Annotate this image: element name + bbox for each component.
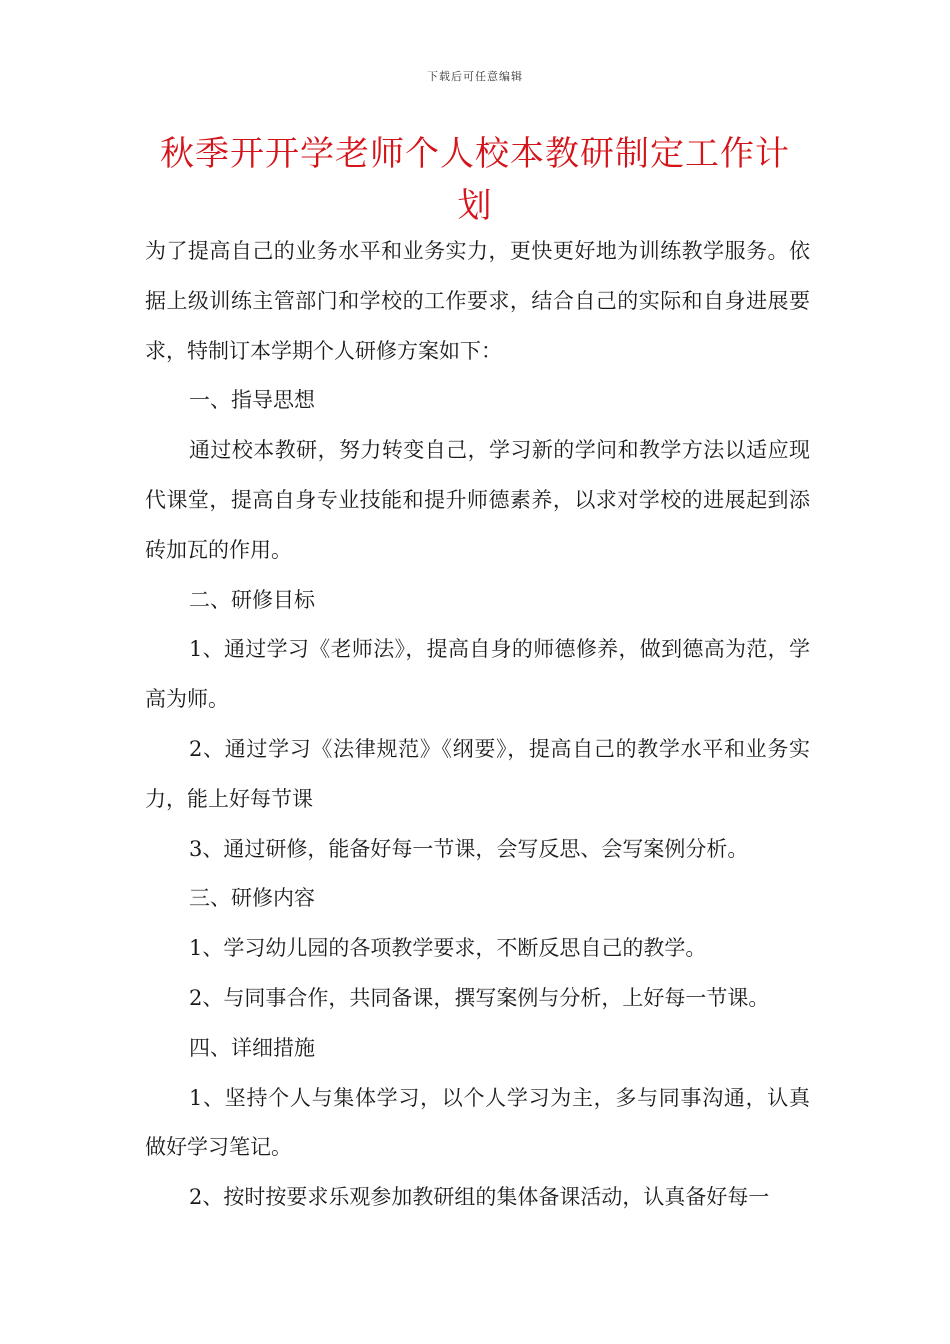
document-body (145, 227, 810, 1223)
list-item: 3、通过研修，能备好每一节课，会写反思、会写案例分析。 (189, 836, 749, 861)
paragraph: 通过校本教研，努力转变自己，学习新的学问和教学方法以适应现代课堂，提高自身专业技能和提升师德素养，以求对学校的进展起到添砖加瓦的作用。 (145, 438, 810, 562)
section-heading: 三、研修内容 (189, 886, 315, 911)
list-item: 2、与同事合作，共同备课，撰写案例与分析，上好每一节课。 (189, 985, 770, 1010)
header-note: 下载后可任意编辑 (427, 70, 523, 83)
paragraph-intro: 为了提高自己的业务水平和业务实力，更快更好地为训练教学服务。依据上级训练主管部门和学校的工作要求，结合自己的实际和自身进展要求，特制订本学期个人研修方案如下： (145, 239, 810, 363)
list-item: 2、通过学习《法律规范》《纲要》，提高自己的教学水平和业务实力，能上好每节课 (145, 736, 810, 811)
list-item: 1、通过学习《老师法》，提高自身的师德修养，做到德高为范，学高为师。 (145, 637, 810, 712)
section-heading: 二、研修目标 (189, 587, 315, 612)
list-item: 1、坚持个人与集体学习，以个人学习为主，多与同事沟通，认真做好学习笔记。 (145, 1085, 810, 1160)
section-heading: 四、详细措施 (189, 1035, 315, 1060)
list-item: 2、按时按要求乐观参加教研组的集体备课活动，认真备好每一 (189, 1185, 770, 1210)
list-item: 1、学习幼儿园的各项教学要求，不断反思自己的教学。 (189, 936, 707, 961)
document-title: 秋季开开学老师个人校本教研制定工作计划 (160, 134, 790, 226)
section-heading: 一、指导思想 (189, 388, 315, 413)
